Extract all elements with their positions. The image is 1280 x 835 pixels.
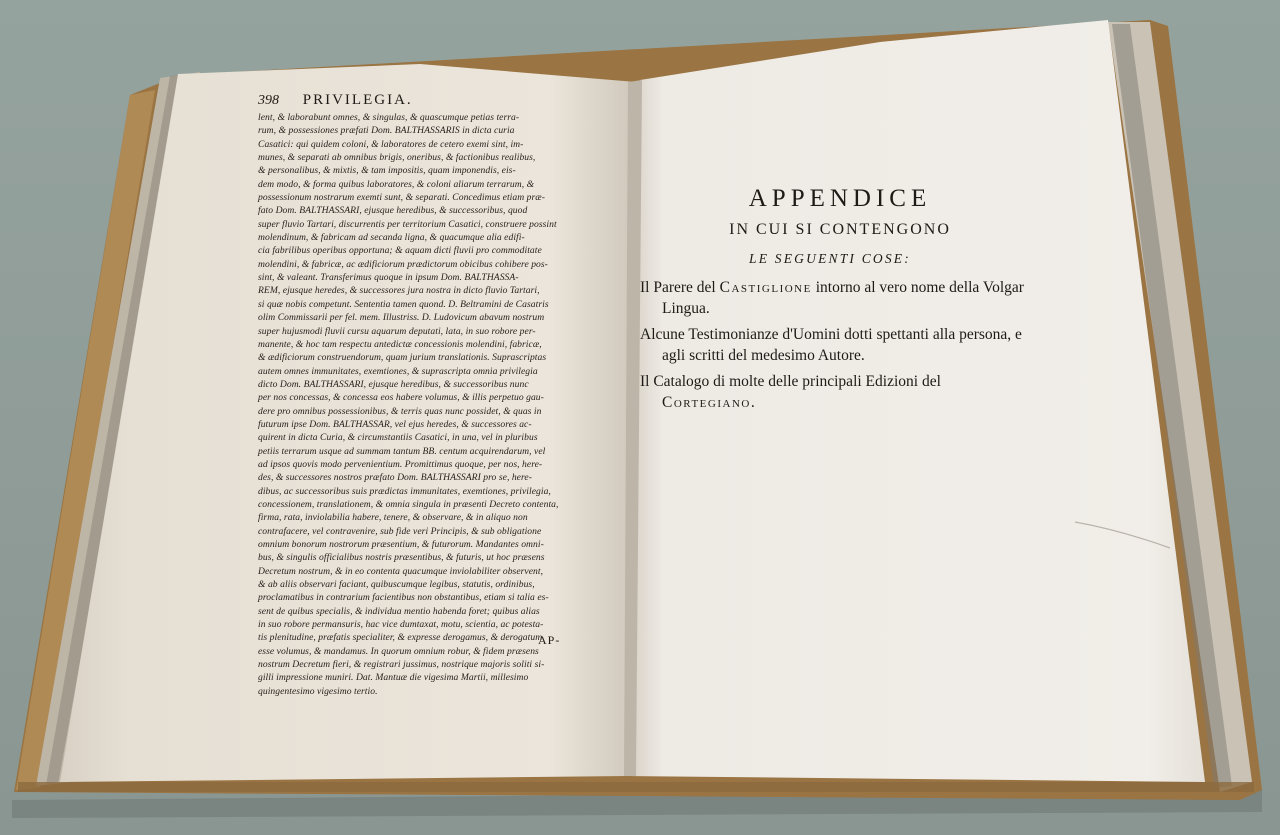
text-line: fato Dom. BALTHASSARI, ejusque heredibus, & successoribus, quod	[258, 205, 528, 217]
text-line: dere pro omnibus possessionibus, & terris quas nunc possidet, & quas in	[258, 405, 542, 417]
text-line: ad ipsos quovis modo pervenientium. Promittimus quoque, per nos, here-	[258, 458, 543, 470]
appendix-entry	[640, 371, 1032, 413]
text-line: REM, ejusque heredes, & successores jura nostra in dicto fluvio Tartari,	[258, 285, 540, 297]
text-line: super hujusmodi fluvii cursu aquarum deputati, lata, in suo robore per-	[258, 325, 536, 337]
text-line: lent, & laborabunt omnes, & singulas, & quascumque petias terra-	[258, 112, 520, 123]
section-label: LE SEGUENTI COSE:	[749, 251, 911, 266]
appendix-title: APPENDICE	[748, 185, 932, 212]
text-line: bus, & singulis officialibus nostris præsentibus, & futuris, ut hoc præsens	[258, 552, 545, 564]
entry-text: Il Catalogo di molte delle principali Edizioni del	[640, 373, 941, 390]
text-line: quirent in dicta Curia, & circumstantiis Casatici, in una, vel in pluribus	[258, 432, 538, 444]
text-line: tis plenitudine, præfatis specialiter, & expresse derogamus, & derogatum	[258, 632, 543, 644]
entry-name: Cortegiano	[662, 394, 751, 411]
text-line: cia fabrilibus operibus opportuna; & aquam dicti fluvii pro commoditate	[258, 245, 542, 257]
text-line: super fluvio Tartari, discurrentis per territorium Casatici, construere possint	[258, 218, 557, 230]
bottom-cover-edge	[18, 782, 1254, 792]
text-line: contrafacere, vel contravenire, sub fide veri Principis, & sub obligatione	[258, 525, 542, 537]
text-line: manente, & hoc tam respectu antedictæ concessionis molendini, fabricæ,	[258, 338, 542, 350]
text-line: quingentesimo vigesimo tertio.	[258, 685, 378, 697]
text-line: possessionum nostrarum exemti sunt, & separati. Concedimus etiam præ-	[258, 192, 545, 204]
running-head-title: PRIVILEGIA.	[302, 92, 413, 108]
text-line: rum, & possessiones præfati Dom. BALTHASSARIS in dicta curia	[258, 125, 515, 137]
running-head	[258, 92, 608, 109]
entry-text: .	[750, 394, 755, 411]
text-line: sent de quibus specialis, & individua mentio habenda foret; quibus alias	[258, 605, 540, 617]
text-line: olim Commissarii per fel. mem. Illustriss. D. Ludovicum abavum nostrum	[258, 312, 545, 324]
text-line: Decretum nostrum, & in eo contenta quacumque inviolabiliter observent,	[258, 565, 544, 577]
entry-text: Il Parere del	[640, 279, 720, 296]
text-line: in suo robore permansuris, hac vice dumtaxat, motu, scientia, ac potesta-	[258, 619, 544, 631]
text-line: gilli impressione muniri. Dat. Mantuæ die vigesima Martii, millesimo	[258, 672, 529, 684]
text-line: per nos concessas, & concessa eos habere volumus, & illis perpetuo gau-	[258, 392, 544, 404]
right-page-text	[640, 185, 1080, 418]
left-page-text	[258, 92, 608, 698]
text-line: esse volumus, & mandamus. In quorum omnium robur, & fidem præsens	[258, 645, 539, 657]
text-line: dem modo, & forma quibus laboratores, & coloni aliarum terrarum, &	[258, 178, 535, 190]
text-line: firma, rata, inviolabilia habere, tenere, & observare, & in aliquo non	[258, 512, 528, 524]
appendix-subtitle: IN CUI SI CONTENGONO	[729, 221, 951, 238]
entry-text: Alcune Testimonianze d'Uomini dotti spettanti alla persona, e agli scritti del medesimo Autore.	[640, 326, 1022, 364]
text-line: petiis terrarum usque ad summam tantum BB. centum acquirendarum, vel	[258, 445, 546, 457]
text-line: proclamatibus in contrarium facientibus non obstantibus, etiam si talia es-	[258, 592, 549, 604]
text-line: omnium bonorum nostrorum præsentium, & futurorum. Mandantes omni-	[258, 539, 544, 550]
text-line: autem omnes immunitates, exemtiones, & suprascripta omnia privilegia	[258, 365, 538, 377]
text-line: nostrum Decretum fieri, & registrari jussimus, nostrique majoris soliti si-	[258, 659, 545, 671]
text-line: & ædificiorum construendorum, quam jurium translationis. Suprascriptas	[258, 352, 547, 364]
text-line: futurum ipse Dom. BALTHASSAR, vel ejus heredes, & successores ac-	[258, 418, 532, 430]
text-line: & ab aliis observari faciant, quibuscumque legibus, statutis, ordinibus,	[258, 579, 535, 591]
decree-text	[258, 111, 608, 698]
text-line: concessionem, translationem, & omnia singula in præsenti Decreto contenta,	[258, 498, 559, 510]
text-line: molendini, & fabricæ, ac ædificiorum prædictorum obicibus cohibere pos-	[258, 258, 548, 270]
text-line: molendinum, & fabricam ad secanda ligna, & quacumque alia edifi-	[258, 232, 525, 244]
text-line: des, & successores nostros præfato Dom. BALTHASSARI pro se, here-	[258, 472, 532, 484]
text-line: si quæ nobis competunt. Sententia tamen quond. D. Beltramini de Casatris	[258, 298, 549, 310]
text-line: sint, & valeant. Transferimus quoque in ipsum Dom. BALTHASSA-	[258, 272, 519, 284]
entry-text: intorno al vero nome della Volgar Lingua.	[662, 279, 1024, 317]
text-line: munes, & separati ab omnibus brigis, oneribus, & factionibus realibus,	[258, 152, 536, 164]
text-line: Casatici: qui quidem coloni, & laboratores de cetero exemi sint, im-	[258, 138, 524, 150]
entry-name: Castiglione	[719, 279, 812, 296]
page-number: 398	[258, 93, 279, 108]
appendix-entry	[640, 277, 1032, 319]
text-line: & personalibus, & mixtis, & tam impositis, quam imponendis, eis-	[258, 165, 516, 177]
text-line: dibus, ac successoribus suis prædictas immunitates, exemtiones, privilegia,	[258, 485, 551, 497]
catchword: AP-	[538, 633, 561, 647]
appendix-entry	[640, 324, 1032, 366]
text-line: dicto Dom. BALTHASSARI, ejusque heredibus, & successoribus nunc	[258, 378, 529, 390]
